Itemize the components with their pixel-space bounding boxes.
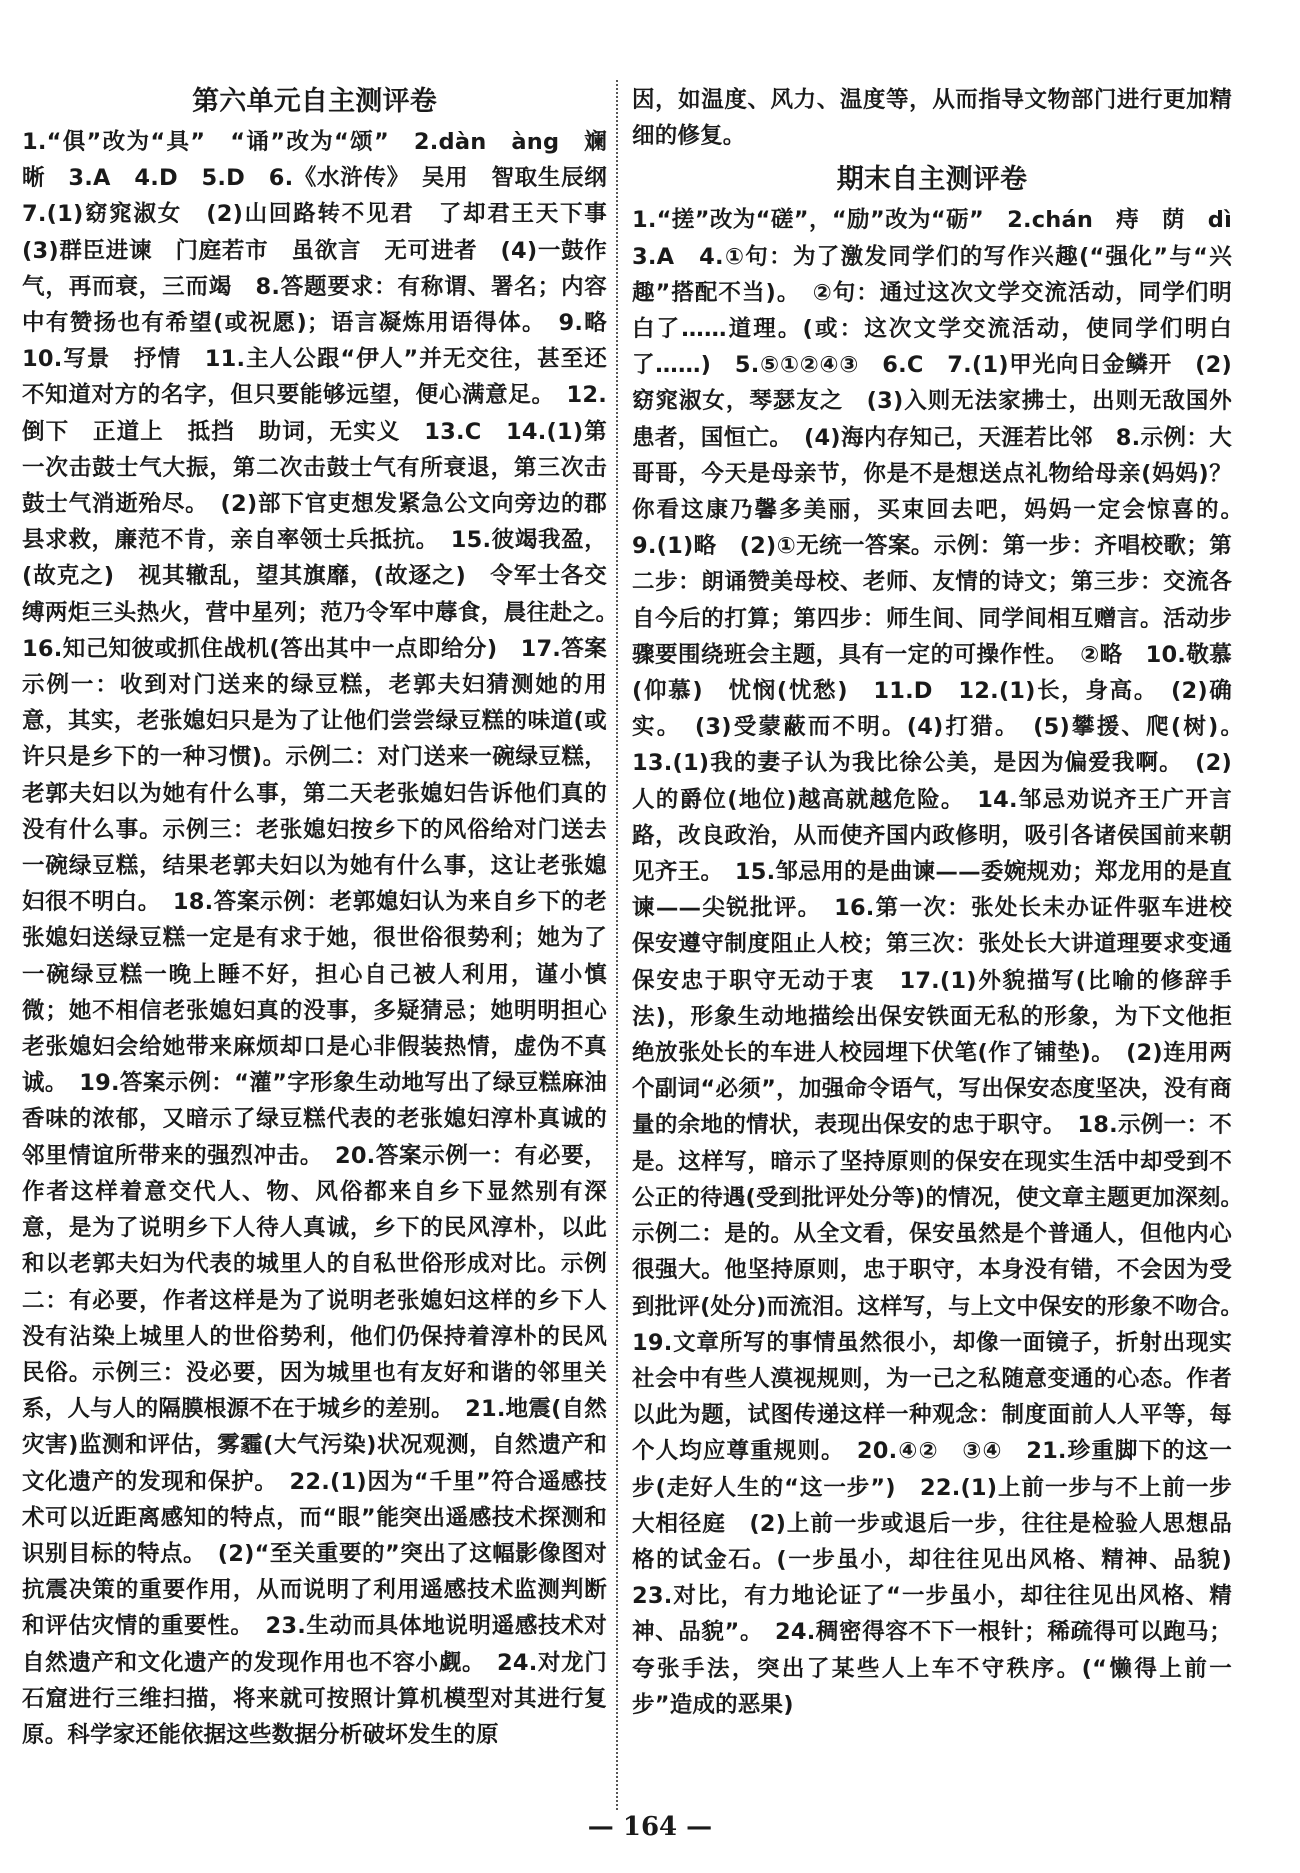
final-test-title: 期末自主测评卷	[836, 164, 1028, 196]
left-column	[22, 82, 630, 1753]
final-test-answers: 1.“搓”改为“磋”，“励”改为“砺” 2.chán 痔 荫 dì 3.A 4.①句：为了激发同学们的写作兴趣(“强化”与“兴趣”搭配不当)。 ②句：通过这次文学交流活动，同学们明白了……道理。(或：这次文学交流活动，使同学们明白了……) 5.⑤①②④③ 6.C 7.(1)甲光向日金鳞开 (2)窈窕淑女，琴瑟友之 (3)入则无法家拂士，出则无敌国外患者，国恒亡。 (4)海内存知己，天涯若比邻 8.示例：大哥哥，今天是母亲节，你是不是想送点礼物给母亲(妈妈)？你看这康乃馨多美丽，买束回去吧，妈妈一定会惊喜的。 9.(1)略 (2)①无统一答案。示例：第一步：齐唱校歌；第二步：朗诵赞美母校、老师、友情的诗文；第三步：交流各自今后的打算；第四步：师生间、同学间相互赠言。活动步骤要围绕班会主题，具有一定的可操作性。 ②略 10.敬慕(仰慕) 忧悯(忧愁) 11.D 12.(1)长，身高。 (2)确实。 (3)受蒙蔽而不明。(4)打猎。 (5)攀援、爬(树)。 13.(1)我的妻子认为我比徐公美，是因为偏爱我啊。 (2)人的爵位(地位)越高就越危险。 14.邹忌劝说齐王广开言路，改良政治，从而使齐国内政修明，吸引各诸侯国前来朝见齐王。 15.邹忌用的是曲谏——委婉规劝；郑龙用的是直谏——尖锐批评。 16.第一次：张处长未办证件驱车进校 保安遵守制度阻止人校；第三次：张处长大讲道理要求变通 保安忠于职守无动于衷 17.(1)外貌描写(比喻的修辞手法)，形象生动地描绘出保安铁面无私的形象，为下文他拒绝放张处长的车进人校园埋下伏笔(作了铺垫)。 (2)连用两个副词“必须”，加强命令语气，写出保安态度坚决，没有商量的余地的情状，表现出保安的忠于职守。 18.示例一：不是。这样写，暗示了坚持原则的保安在现实生活中却受到不公正的待遇(受到批评处分等)的情况，使文章主题更加深刻。 示例二：是的。从全文看，保安虽然是个普通人，但他内心很强大。他坚持原则，忠于职守，本身没有错，不会因为受到批评(处分)而流泪。这样写，与上文中保安的形象不吻合。 19.文章所写的事情虽然很小，却像一面镜子，折射出现实社会中有些人漠视规则，为一己之私随意变通的心态。作者以此为题，试图传递这样一种观念：制度面前人人平等，每个人均应尊重规则。 20.④② ③④ 21.珍重脚下的这一步(走好人生的“这一步”) 22.(1)上前一步与不上前一步大相径庭 (2)上前一步或退后一步，往往是检验人思想品格的试金石。(一步虽小，却往往见出风格、精神、品貌) 23.对比，有力地论证了“一步虽小，却往往见出风格、精神、品貌”。 24.稠密得容不下一根针；稀疏得可以跑马；夸张手法，突出了某些人上车不守秩序。(“懒得上前一步”造成的恶果)	[632, 207, 1255, 1718]
unit-six-answers: 1.“俱”改为“具” “诵”改为“颂” 2.dàn àng 斓 晰 3.A 4.D 5.D 6.《水浒传》 吴用 智取生辰纲 7.(1)窈窕淑女 (2)山回路转不见君 了却君王天下事 (3)群臣进谏 门庭若市 虽欲言 无可进者 (4)一鼓作气，再而衰，三而竭 8.答题要求：有称谓、署名；内容中有赞扬也有希望(或祝愿)；语言凝炼用语得体。 9.略 10.写景 抒情 11.主人公跟“伊人”并无交往，甚至还不知道对方的名字，但只要能够远望，便心满意足。 12.倒下 正道上 抵挡 助词，无实义 13.C 14.(1)第一次击鼓士气大振，第二次击鼓士气有所衰退，第三次击鼓士气消逝殆尽。 (2)部下官吏想发紧急公文向旁边的郡县求救，廉范不肯，亲自率领士兵抵抗。 15.彼竭我盈，(故克之) 视其辙乱，望其旗靡，(故逐之) 令军士各交缚两炬三头热火，营中星列；范乃令军中蓐食，晨往赴之。 16.知己知彼或抓住战机(答出其中一点即给分) 17.答案示例一：收到对门送来的绿豆糕，老郭夫妇猜测她的用意，其实，老张媳妇只是为了让他们尝尝绿豆糕的味道(或许只是乡下的一种习惯)。示例二：对门送来一碗绿豆糕，老郭夫妇以为她有什么事，第二天老张媳妇告诉他们真的没有什么事。示例三：老张媳妇按乡下的风俗给对门送去一碗绿豆糕，结果老郭夫妇以为她有什么事，这让老张媳妇很不明白。 18.答案示例：老郭媳妇认为来自乡下的老张媳妇送绿豆糕一定是有求于她，很世俗很势利；她为了一碗绿豆糕一晚上睡不好，担心自己被人利用，谨小慎微；她不相信老张媳妇真的没事，多疑猜忌；她明明担心老张媳妇会给她带来麻烦却口是心非假装热情，虚伪不真诚。 19.答案示例：“灌”字形象生动地写出了绿豆糕麻油香味的浓郁，又暗示了绿豆糕代表的老张媳妇淳朴真诚的邻里情谊所带来的强烈冲击。 20.答案示例一：有必要，作者这样着意交代人、物、风俗都来自乡下显然别有深意，是为了说明乡下人待人真诚，乡下的民风淳朴，以此和以老郭夫妇为代表的城里人的自私世俗形成对比。示例二：有必要，作者这样是为了说明老张媳妇这样的乡下人没有沾染上城里人的世俗势利，他们仍保持着淳朴的民风民俗。示例三：没必要，因为城里也有友好和谐的邻里关系，人与人的隔膜根源不在于城乡的差别。 21.地震(自然灾害)监测和评估，雾霾(大气污染)状况观测，自然遗产和文化遗产的发现和保护。 22.(1)因为“千里”符合遥感技术可以近距离感知的特点，而“眼”能突出遥感技术探测和识别目标的特点。 (2)“至关重要的”突出了这幅影像图对抗震决策的重要作用，从而说明了利用遥感技术监测判断和评估灾情的重要性。 23.生动而具体地说明遥感技术对自然遗产和文化遗产的发现作用也不容小觑。 24.对龙门石窟进行三维扫描，将来就可按照计算机模型对其进行复原。科学家还能依据这些数据分析破坏发生的原	[22, 129, 630, 1748]
column-divider	[616, 80, 618, 1810]
unit-six-test-title: 第六单元自主测评卷	[192, 86, 437, 117]
page-number: — 164 —	[587, 1812, 713, 1842]
right-column	[632, 82, 1255, 1723]
continued-answer: 因，如温度、风力、温度等，从而指导文物部门进行更加精细的修复。	[632, 87, 1232, 150]
